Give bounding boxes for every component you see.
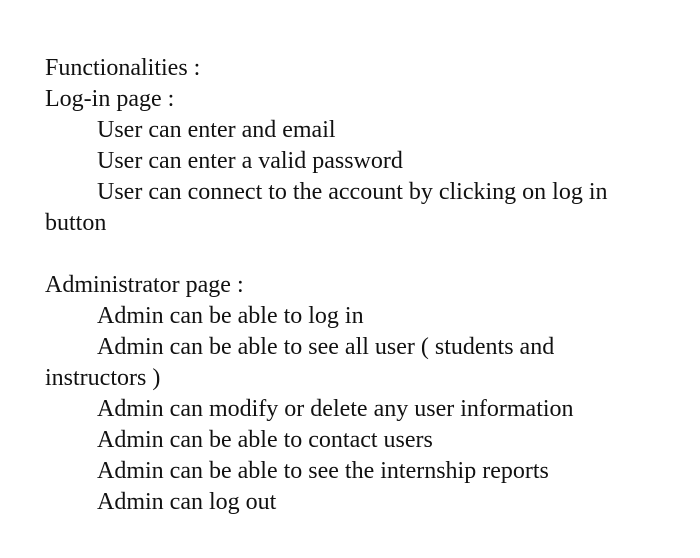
document-heading: Functionalities :	[45, 55, 201, 81]
login-section-title: Log-in page :	[45, 86, 175, 112]
admin-item-modify-delete: Admin can modify or delete any user information	[97, 396, 574, 422]
login-item-connect: User can connect to the account by clicking on log in	[97, 179, 608, 205]
admin-item-internship-reports: Admin can be able to see the internship reports	[97, 458, 549, 484]
login-item-email: User can enter and email	[97, 117, 336, 143]
admin-item-contact-users: Admin can be able to contact users	[97, 427, 433, 453]
admin-item-logout: Admin can log out	[97, 489, 277, 515]
login-item-password: User can enter a valid password	[97, 148, 403, 174]
admin-item-see-users-continued: instructors )	[45, 365, 161, 391]
admin-item-login: Admin can be able to log in	[97, 303, 364, 329]
admin-item-see-users: Admin can be able to see all user ( students and	[97, 334, 555, 360]
admin-section-title: Administrator page :	[45, 272, 244, 298]
login-item-connect-continued: button	[45, 210, 107, 236]
